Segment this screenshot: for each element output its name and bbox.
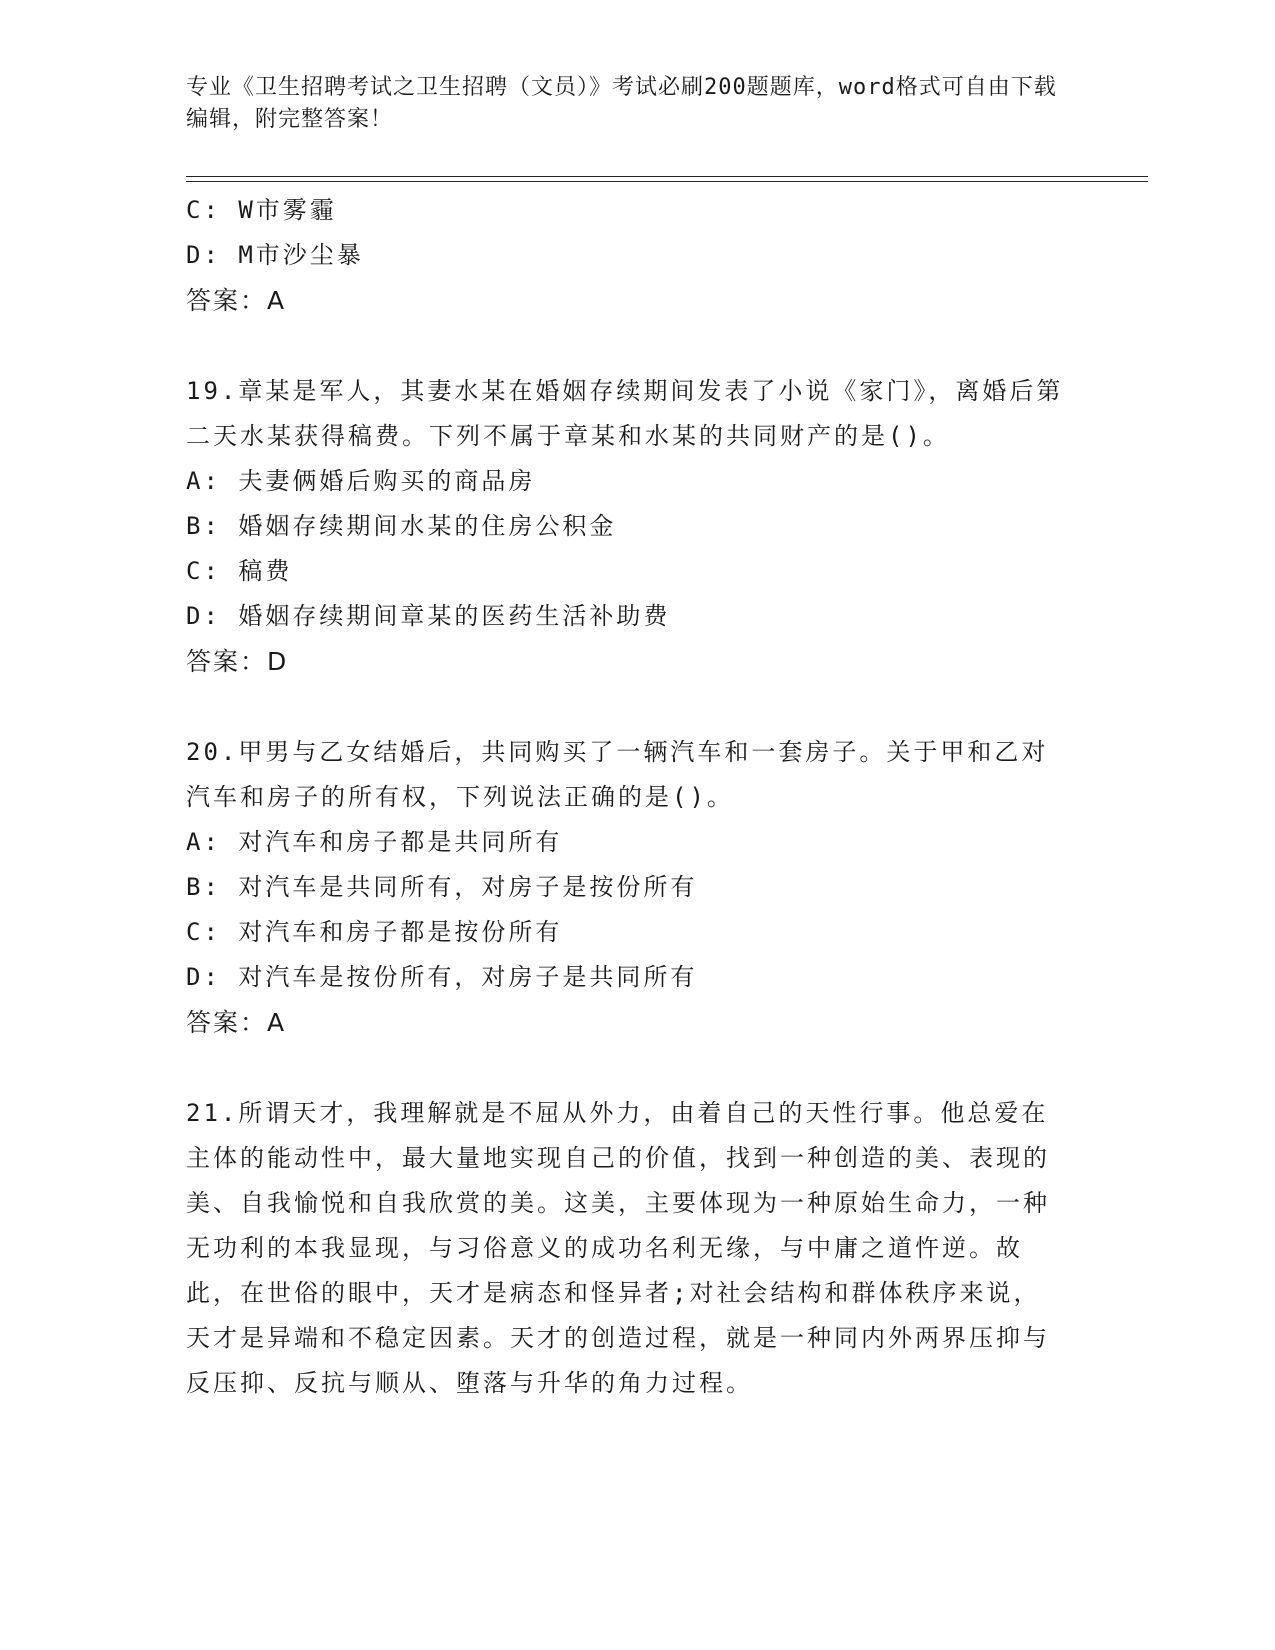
question-19 [186, 369, 1086, 684]
spacer [186, 323, 1086, 369]
question-text: 21.所谓天才，我理解就是不屈从外力，由着自己的天性行事。他总爱在主体的能动性中，最大量地实现自己的价值，找到一种创造的美、表现的美、自我愉悦和自我欣赏的美。这美，主要体现为一种原始生命力，一种无功利的本我显现，与习俗意义的成功名利无缘，与中庸之道忤逆。故此，在世俗的眼中，天才是病态和怪异者;对社会结构和群体秩序来说，天才是异端和不稳定因素。天才的创造过程，就是一种同内外两界压抑与反压抑、反抗与顺从、堕落与升华的角力过程。 [186, 1099, 1050, 1397]
option-b: B: 对汽车是共同所有，对房子是按份所有 [186, 873, 698, 901]
option-c: C: 对汽车和房子都是按份所有 [186, 918, 563, 946]
option-b: B: 婚姻存续期间水某的住房公积金 [186, 512, 617, 540]
option-a: A: 夫妻俩婚后购买的商品房 [186, 467, 536, 495]
answer-line: 答案：D [186, 647, 289, 676]
option-a: A: 对汽车和房子都是共同所有 [186, 828, 563, 856]
question-text: 19.章某是军人，其妻水某在婚姻存续期间发表了小说《家门》，离婚后第二天水某获得稿费。下列不属于章某和水某的共同财产的是()。 [186, 377, 1064, 450]
question-text: 20.甲男与乙女结婚后，共同购买了一辆汽车和一套房子。关于甲和乙对汽车和房子的所有权，下列说法正确的是()。 [186, 738, 1049, 811]
option-c: C: 稿费 [186, 557, 293, 585]
answer-line: 答案：A [186, 1008, 287, 1037]
header-divider [186, 176, 1148, 182]
spacer [186, 684, 1086, 730]
option-d: D: 婚姻存续期间章某的医药生活补助费 [186, 602, 671, 630]
option-c: C: W市雾霾 [186, 196, 337, 224]
question-20 [186, 730, 1086, 1045]
spacer [186, 1045, 1086, 1091]
document-body [186, 188, 1086, 1406]
page-header-title: 专业《卫生招聘考试之卫生招聘（文员）》考试必刷200题题库，word格式可自由下载编辑，附完整答案！ [186, 75, 1057, 132]
answer-line: 答案：A [186, 286, 287, 315]
question-18-tail [186, 188, 1086, 323]
question-21 [186, 1091, 1086, 1406]
option-d: D: M市沙尘暴 [186, 241, 364, 269]
option-d: D: 对汽车是按份所有，对房子是共同所有 [186, 963, 698, 991]
